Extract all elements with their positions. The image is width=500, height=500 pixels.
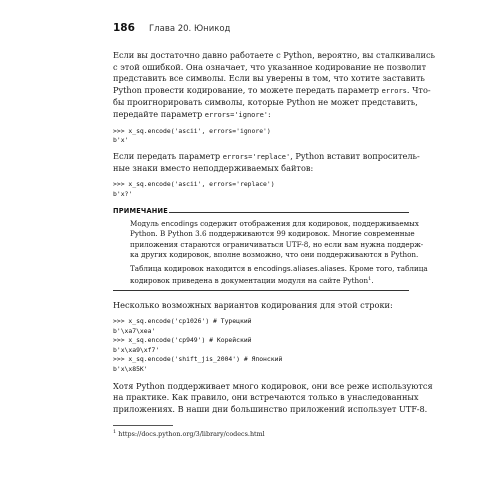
text-segment: : [268,108,271,119]
code-block-replace: >>> x_sq.encode('ascii', errors='replace') b'x?' [113,179,275,198]
note-header [113,207,409,217]
note-paragraph-encodings [130,219,424,260]
note-label: ПРИМЕЧАНИЕ [113,207,168,216]
running-header [113,22,409,35]
text-line [130,219,419,229]
text-segment: кодировок приведена в документации модуля на сайте Python [130,276,369,286]
footnote-url: https://docs.python.org/3/library/codecs.html [118,430,265,438]
footnote [113,428,409,439]
footnote-reference: 1 [368,276,372,283]
inline-code-errors: errors [381,86,407,95]
text-line: Несколько возможных вариантов кодирования для этой строки: [113,300,393,311]
text-line: бы проигнорировать символы, которые Python не может представить, [113,97,418,108]
paragraph-errors-intro [113,50,436,122]
text-line: на практике. Как правило, они встречаются только в унаследованных [113,392,419,403]
text-line: с этой ошибкой. Она означает, что указанное кодирование не позволит [113,61,427,72]
text-line: Если вы достаточно давно работаете с Python, вероятно, вы сталкивались [113,50,436,60]
code-block-encodings: >>> x_sq.encode('cp1026') # Турецкий b'\xa7\xea' >>> x_sq.encode('cp949') # Корейский b'x\xa9\xf7' >>> x_sq.encode('shift_jis_2004') # Японский b'x\x85K' [113,316,283,373]
paragraph-variants [113,300,409,312]
text-line [113,150,420,164]
text-line [113,109,409,122]
text-segment: Таблица кодировок находится в [130,263,254,273]
text-line: приложения стараются ограничиваться UTF-8, но если вам нужна поддерж- [130,239,424,249]
text-segment: Модуль [130,219,162,229]
page-number: 186 [113,22,135,34]
text-line: представить все символы. Если вы уверены в том, что хотите заставить [113,73,425,84]
page-body [113,50,436,415]
text-line: ные знаки вместо неподдерживаемых байтов: [113,163,314,174]
paragraph-replace [113,150,420,175]
note-paragraph-aliases [130,263,428,286]
text-segment: . Кроме того, таблица [344,263,428,273]
note-body [113,219,428,286]
paragraph-utf8 [113,380,433,416]
note-top-rule [169,212,409,213]
inline-code-replace: errors='replace' [222,152,291,161]
text-line: ка других кодировок, вполне возможно, что они поддерживаются в Python. [130,249,419,259]
text-segment: Python провести кодирование, то можете передать параметр [113,84,382,95]
text-segment: передайте параметр [113,108,205,119]
text-line [113,84,431,98]
code-block-ignore: >>> x_sq.encode('ascii', errors='ignore') b'x' [113,126,271,145]
text-line: Хотя Python поддерживает много кодировок, они все реже используются [113,380,433,391]
footnote-mark: 1 [113,429,117,435]
text-line: приложениях. В наши дни большинство приложений использует UTF-8. [113,403,428,414]
text-segment: содержит отображения для кодировок, поддерживаемых [197,219,419,229]
text-segment: . [371,276,374,286]
text-line: Python. В Python 3.6 поддерживаются 99 кодировок. Многие современные [130,229,415,239]
text-segment: . Что- [406,84,431,95]
note-bottom-rule [113,290,409,291]
inline-code-ignore: errors='ignore' [204,110,269,119]
chapter-title: Глава 20. Юникод [149,24,231,34]
module-name-aliases: encodings.aliases.aliases [253,263,345,273]
text-line [130,274,409,286]
note-box [113,207,428,291]
module-name-encodings: encodings [161,219,198,229]
footnote-separator [113,425,173,426]
text-line [130,263,428,274]
text-segment: Если передать параметр [113,150,223,161]
text-segment: , Python вставит вопроситель- [290,150,420,161]
